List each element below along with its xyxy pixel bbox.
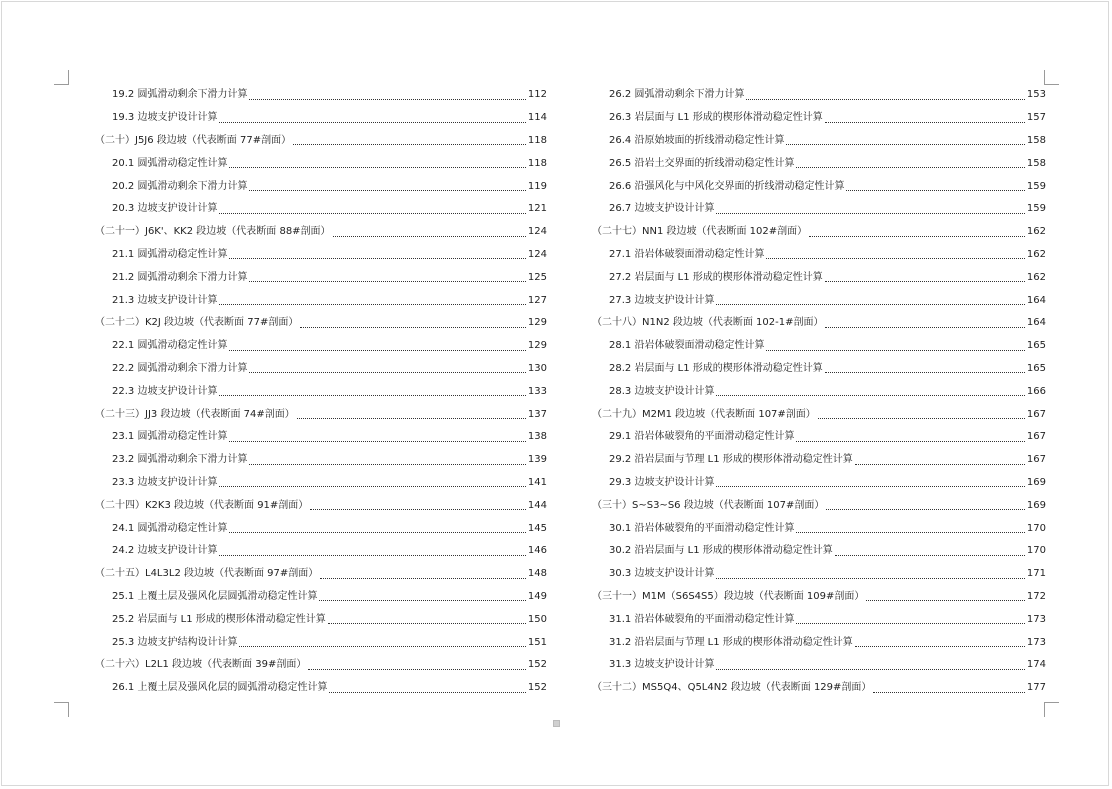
toc-dot-leader [249, 182, 525, 191]
toc-dot-leader [855, 638, 1025, 647]
toc-entry-title: （二十五）L4L3L2 段边坡（代表断面 97#剖面） [95, 568, 319, 580]
toc-dot-leader [825, 273, 1025, 282]
toc-entry-title: （二十三）JJ3 段边坡（代表断面 74#剖面） [95, 408, 295, 420]
toc-section-entry[interactable] [95, 403, 547, 426]
toc-page-number: 133 [527, 385, 547, 397]
toc-page-number: 162 [1026, 248, 1046, 260]
toc-dot-leader [826, 501, 1025, 510]
toc-dot-leader [873, 684, 1025, 693]
toc-entry-title: 21.1 圆弧滑动稳定性计算 [112, 248, 228, 260]
toc-entry-title: 24.2 边坡支护设计计算 [112, 545, 218, 557]
toc-page-number: 169 [1026, 499, 1046, 511]
crop-mark-top-left [54, 70, 69, 85]
toc-page-number: 151 [527, 636, 547, 648]
toc-entry-title: 31.1 沿岩体破裂角的平面滑动稳定性计算 [609, 613, 795, 625]
toc-page-number: 157 [1026, 112, 1046, 124]
toc-page-number: 170 [1026, 522, 1046, 534]
toc-subsection-entry[interactable] [592, 266, 1046, 289]
toc-page-number: 114 [527, 112, 547, 124]
toc-subsection-entry[interactable] [95, 244, 547, 267]
toc-page-number: 152 [527, 659, 547, 671]
toc-page-number: 173 [1026, 613, 1046, 625]
toc-entry-title: 22.2 圆弧滑动剩余下滑力计算 [112, 362, 248, 374]
toc-entry-title: （二十四）K2K3 段边坡（代表断面 91#剖面） [95, 499, 309, 511]
toc-section-entry[interactable] [95, 494, 547, 517]
toc-entry-title: （二十）J5J6 段边坡（代表断面 77#剖面） [95, 134, 292, 146]
toc-dot-leader [796, 524, 1024, 533]
toc-subsection-entry[interactable] [592, 449, 1046, 472]
toc-page-number: 148 [527, 568, 547, 580]
toc-entry-title: 21.3 边坡支护设计计算 [112, 294, 218, 306]
toc-entry-title: 26.6 沿强风化与中风化交界面的折线滑动稳定性计算 [609, 180, 845, 192]
toc-subsection-entry[interactable] [592, 608, 1046, 631]
toc-dot-leader [229, 159, 525, 168]
toc-page-number: 171 [1026, 568, 1046, 580]
toc-dot-leader [796, 159, 1024, 168]
toc-subsection-entry[interactable] [592, 335, 1046, 358]
toc-subsection-entry[interactable] [95, 586, 547, 609]
toc-dot-leader [293, 136, 526, 145]
toc-entry-title: 31.2 沿岩层面与节理 L1 形成的楔形体滑动稳定性计算 [609, 636, 853, 648]
toc-subsection-entry[interactable] [592, 631, 1046, 654]
toc-dot-leader [219, 478, 525, 487]
toc-dot-leader [219, 296, 525, 305]
toc-page-number: 177 [1026, 682, 1046, 694]
toc-entry-title: 26.4 沿原始坡面的折线滑动稳定性计算 [609, 134, 785, 146]
toc-dot-leader [746, 91, 1024, 100]
toc-subsection-entry[interactable] [95, 335, 547, 358]
toc-entry-title: 23.1 圆弧滑动稳定性计算 [112, 431, 228, 443]
toc-page-number: 146 [527, 545, 547, 557]
toc-dot-leader [766, 250, 1024, 259]
toc-entry-title: 25.1 上覆土层及强风化层圆弧滑动稳定性计算 [112, 590, 318, 602]
toc-section-entry[interactable] [95, 654, 547, 677]
toc-dot-leader [716, 387, 1024, 396]
toc-subsection-entry[interactable] [592, 198, 1046, 221]
toc-entry-title: 26.5 沿岩土交界面的折线滑动稳定性计算 [609, 157, 795, 169]
toc-dot-leader [716, 205, 1024, 214]
toc-page-number: 167 [1026, 431, 1046, 443]
toc-entry-title: （三十二）MS5Q4、Q5L4N2 段边坡（代表断面 129#剖面） [592, 682, 872, 694]
toc-entry-title: 26.3 岩层面与 L1 形成的楔形体滑动稳定性计算 [609, 112, 823, 124]
toc-dot-leader [229, 524, 525, 533]
toc-entry-title: 29.2 沿岩层面与节理 L1 形成的楔形体滑动稳定性计算 [609, 454, 853, 466]
toc-entry-title: 20.1 圆弧滑动稳定性计算 [112, 157, 228, 169]
toc-page-number: 121 [527, 203, 547, 215]
toc-dot-leader [786, 136, 1024, 145]
toc-entry-title: （三十一）M1M（S6S4S5）段边坡（代表断面 109#剖面） [592, 590, 865, 602]
toc-entry-title: （二十九）M2M1 段边坡（代表断面 107#剖面） [592, 408, 816, 420]
toc-entry-title: 29.3 边坡支护设计计算 [609, 476, 715, 488]
toc-page-number: 112 [527, 89, 547, 101]
toc-entry-title: （三十）S~S3~S6 段边坡（代表断面 107#剖面） [592, 499, 825, 511]
toc-page-number: 172 [1026, 590, 1046, 602]
toc-page-number: 124 [527, 226, 547, 238]
toc-entry-title: 20.2 圆弧滑动剩余下滑力计算 [112, 180, 248, 192]
crop-mark-top-right [1044, 70, 1059, 85]
toc-page-number: 124 [527, 248, 547, 260]
toc-entry-title: 23.2 圆弧滑动剩余下滑力计算 [112, 454, 248, 466]
toc-entry-title: 26.2 圆弧滑动剩余下滑力计算 [609, 89, 745, 101]
toc-page-number: 162 [1026, 226, 1046, 238]
toc-dot-leader [219, 114, 525, 123]
toc-entry-title: 24.1 圆弧滑动稳定性计算 [112, 522, 228, 534]
toc-subsection-entry[interactable] [592, 289, 1046, 312]
toc-dot-leader [716, 570, 1024, 579]
toc-page-number: 153 [1026, 89, 1046, 101]
toc-dot-leader [329, 684, 525, 693]
toc-page-number: 137 [527, 408, 547, 420]
toc-section-entry[interactable] [592, 312, 1046, 335]
toc-page-number: 165 [1026, 362, 1046, 374]
toc-dot-leader [809, 228, 1025, 237]
toc-page-number: 164 [1026, 317, 1046, 329]
toc-page-number: 129 [527, 340, 547, 352]
toc-subsection-entry[interactable] [592, 563, 1046, 586]
toc-page-number: 129 [527, 317, 547, 329]
toc-entry-title: 27.1 沿岩体破裂面滑动稳定性计算 [609, 248, 765, 260]
toc-subsection-entry[interactable] [95, 677, 547, 700]
toc-page-number: 167 [1026, 408, 1046, 420]
toc-subsection-entry[interactable] [592, 380, 1046, 403]
toc-page-number: 158 [1026, 157, 1046, 169]
toc-page-number: 150 [527, 613, 547, 625]
toc-subsection-entry[interactable] [592, 426, 1046, 449]
toc-dot-leader [846, 182, 1024, 191]
toc-subsection-entry[interactable] [95, 517, 547, 540]
toc-dot-leader [766, 342, 1024, 351]
toc-subsection-entry[interactable] [592, 472, 1046, 495]
toc-dot-leader [310, 501, 526, 510]
toc-page-number: 159 [1026, 180, 1046, 192]
crop-mark-bottom-right [1044, 702, 1059, 717]
toc-subsection-entry[interactable] [95, 472, 547, 495]
toc-entry-title: 28.3 边坡支护设计计算 [609, 385, 715, 397]
toc-dot-leader [219, 205, 525, 214]
toc-page-number: 165 [1026, 340, 1046, 352]
toc-entry-title: 22.3 边坡支护设计计算 [112, 385, 218, 397]
toc-page-number: 149 [527, 590, 547, 602]
toc-dot-leader [320, 570, 526, 579]
toc-entry-title: （二十二）K2J 段边坡（代表断面 77#剖面） [95, 317, 299, 329]
toc-column-right [592, 84, 1046, 700]
toc-subsection-entry[interactable] [95, 449, 547, 472]
toc-subsection-entry[interactable] [95, 84, 547, 107]
toc-entry-title: 29.1 沿岩体破裂角的平面滑动稳定性计算 [609, 431, 795, 443]
toc-subsection-entry[interactable] [95, 380, 547, 403]
toc-subsection-entry[interactable] [592, 654, 1046, 677]
toc-entry-title: 25.2 岩层面与 L1 形成的楔形体滑动稳定性计算 [112, 613, 326, 625]
toc-page-number: 167 [1026, 454, 1046, 466]
toc-page-number: 118 [527, 157, 547, 169]
toc-entry-title: 23.3 边坡支护设计计算 [112, 476, 218, 488]
toc-subsection-entry[interactable] [592, 84, 1046, 107]
toc-page-number: 139 [527, 454, 547, 466]
toc-section-entry[interactable] [592, 494, 1046, 517]
toc-dot-leader [866, 592, 1025, 601]
toc-dot-leader [297, 410, 526, 419]
toc-dot-leader [249, 273, 525, 282]
toc-section-entry[interactable] [95, 312, 547, 335]
toc-dot-leader [239, 638, 525, 647]
toc-dot-leader [716, 478, 1024, 487]
toc-subsection-entry[interactable] [95, 358, 547, 381]
toc-section-entry[interactable] [592, 677, 1046, 700]
toc-dot-leader [716, 296, 1024, 305]
toc-dot-leader [249, 364, 525, 373]
toc-dot-leader [219, 387, 525, 396]
toc-dot-leader [249, 456, 525, 465]
toc-page-number: 162 [1026, 271, 1046, 283]
toc-dot-leader [249, 91, 525, 100]
toc-subsection-entry[interactable] [95, 198, 547, 221]
toc-subsection-entry[interactable] [95, 631, 547, 654]
toc-section-entry[interactable] [95, 221, 547, 244]
toc-page-number: 174 [1026, 659, 1046, 671]
toc-section-entry[interactable] [592, 586, 1046, 609]
toc-page-number: 158 [1026, 134, 1046, 146]
toc-dot-leader [333, 228, 526, 237]
toc-subsection-entry[interactable] [95, 107, 547, 130]
toc-subsection-entry[interactable] [592, 152, 1046, 175]
toc-page-number: 141 [527, 476, 547, 488]
toc-dot-leader [796, 433, 1024, 442]
toc-entry-title: 30.3 边坡支护设计计算 [609, 568, 715, 580]
toc-page-number: 152 [527, 682, 547, 694]
toc-entry-title: 30.1 沿岩体破裂角的平面滑动稳定性计算 [609, 522, 795, 534]
toc-dot-leader [229, 342, 525, 351]
toc-page-number: 127 [527, 294, 547, 306]
toc-page-number: 164 [1026, 294, 1046, 306]
toc-dot-leader [825, 364, 1025, 373]
toc-entry-title: 31.3 边坡支护设计计算 [609, 659, 715, 671]
toc-page-number: 119 [527, 180, 547, 192]
toc-page-number: 170 [1026, 545, 1046, 557]
toc-dot-leader [219, 547, 525, 556]
toc-subsection-entry[interactable] [592, 107, 1046, 130]
toc-subsection-entry[interactable] [95, 175, 547, 198]
toc-entry-title: 21.2 圆弧滑动剩余下滑力计算 [112, 271, 248, 283]
toc-page-number: 173 [1026, 636, 1046, 648]
crop-mark-bottom-left [54, 702, 69, 717]
toc-dot-leader [855, 456, 1025, 465]
toc-entry-title: 30.2 沿岩层面与 L1 形成的楔形体滑动稳定性计算 [609, 545, 833, 557]
toc-subsection-entry[interactable] [592, 358, 1046, 381]
toc-page-number: 169 [1026, 476, 1046, 488]
toc-column-left [95, 84, 547, 700]
toc-entry-title: 22.1 圆弧滑动稳定性计算 [112, 340, 228, 352]
toc-entry-title: （二十八）N1N2 段边坡（代表断面 102-1#剖面） [592, 317, 824, 329]
toc-page-number: 166 [1026, 385, 1046, 397]
toc-page-number: 145 [527, 522, 547, 534]
toc-page-number: 118 [527, 134, 547, 146]
toc-subsection-entry[interactable] [592, 517, 1046, 540]
toc-page-number: 138 [527, 431, 547, 443]
toc-page-number: 125 [527, 271, 547, 283]
toc-entry-title: 19.3 边坡支护设计计算 [112, 112, 218, 124]
toc-entry-title: 20.3 边坡支护设计计算 [112, 203, 218, 215]
toc-entry-title: 26.7 边坡支护设计计算 [609, 203, 715, 215]
toc-entry-title: 19.2 圆弧滑动剩余下滑力计算 [112, 89, 248, 101]
toc-subsection-entry[interactable] [95, 289, 547, 312]
toc-entry-title: 28.2 岩层面与 L1 形成的楔形体滑动稳定性计算 [609, 362, 823, 374]
toc-dot-leader [229, 250, 525, 259]
toc-entry-title: （二十一）J6K'、KK2 段边坡（代表断面 88#剖面） [95, 226, 331, 238]
toc-page-number: 159 [1026, 203, 1046, 215]
toc-dot-leader [818, 410, 1025, 419]
toc-entry-title: 25.3 边坡支护结构设计计算 [112, 636, 238, 648]
toc-dot-leader [300, 319, 526, 328]
toc-entry-title: 28.1 沿岩体破裂面滑动稳定性计算 [609, 340, 765, 352]
toc-dot-leader [835, 547, 1025, 556]
toc-subsection-entry[interactable] [95, 152, 547, 175]
toc-dot-leader [328, 615, 526, 624]
toc-subsection-entry[interactable] [95, 266, 547, 289]
toc-section-entry[interactable] [95, 130, 547, 153]
toc-dot-leader [825, 114, 1025, 123]
toc-entry-title: 26.1 上覆土层及强风化层的圆弧滑动稳定性计算 [112, 682, 328, 694]
toc-dot-leader [716, 661, 1024, 670]
toc-subsection-entry[interactable] [592, 175, 1046, 198]
toc-page-number: 130 [527, 362, 547, 374]
toc-dot-leader [229, 433, 525, 442]
toc-subsection-entry[interactable] [592, 244, 1046, 267]
toc-entry-title: 27.3 边坡支护设计计算 [609, 294, 715, 306]
toc-subsection-entry[interactable] [95, 608, 547, 631]
toc-entry-title: （二十七）NN1 段边坡（代表断面 102#剖面） [592, 226, 808, 238]
toc-entry-title: （二十六）L2L1 段边坡（代表断面 39#剖面） [95, 659, 307, 671]
toc-dot-leader [825, 319, 1024, 328]
toc-section-entry[interactable] [95, 563, 547, 586]
toc-entry-title: 27.2 岩层面与 L1 形成的楔形体滑动稳定性计算 [609, 271, 823, 283]
toc-subsection-entry[interactable] [592, 540, 1046, 563]
toc-page-number: 144 [527, 499, 547, 511]
toc-dot-leader [796, 615, 1024, 624]
toc-subsection-entry[interactable] [592, 130, 1046, 153]
toc-section-entry[interactable] [592, 403, 1046, 426]
toc-section-entry[interactable] [592, 221, 1046, 244]
toc-dot-leader [319, 592, 525, 601]
page-break-marker [553, 720, 560, 727]
toc-dot-leader [308, 661, 526, 670]
toc-subsection-entry[interactable] [95, 540, 547, 563]
toc-subsection-entry[interactable] [95, 426, 547, 449]
